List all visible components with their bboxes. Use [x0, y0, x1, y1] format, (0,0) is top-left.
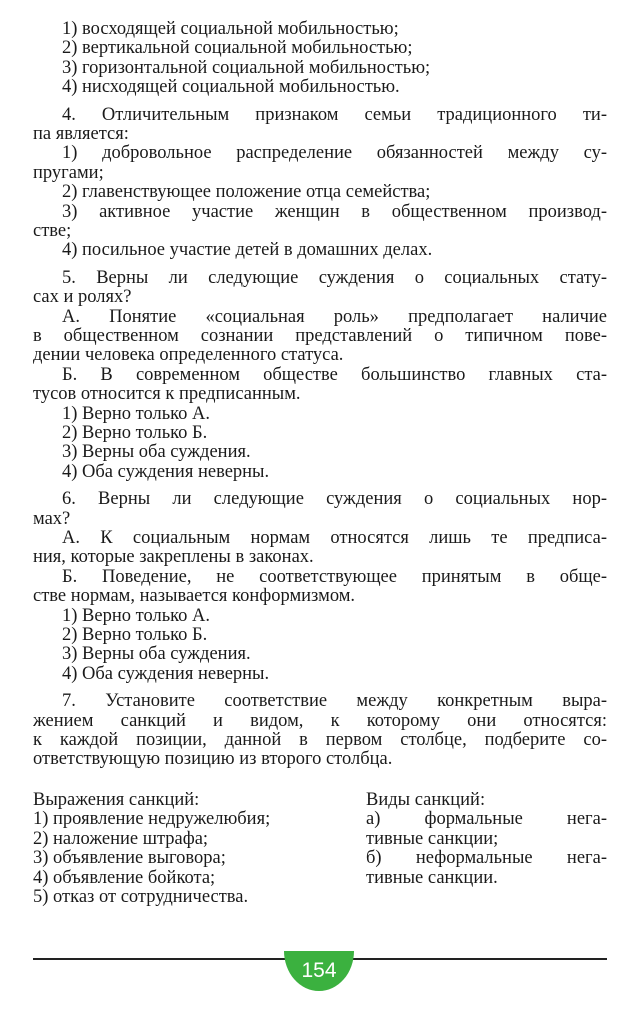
q5-stem-line-1: 5. Верны ли следующие суждения о социальных стату-	[62, 268, 607, 288]
sanction-expressions-column	[33, 791, 353, 907]
q7-stem-line-2: жением санкций и видом, к которому они относятся:	[33, 711, 607, 731]
q5-option-1: 1) Верно только А.	[62, 403, 211, 424]
right-item-a-cont: тивные санкции;	[366, 828, 499, 849]
q5-option-2: 2) Верно только Б.	[62, 423, 208, 444]
page-number-badge: 154	[284, 951, 354, 991]
q5-option-4: 4) Оба суждения неверны.	[62, 461, 270, 482]
q4-stem-line-2: па является:	[33, 124, 129, 145]
q5-statement-a-1: А. Понятие «социальная роль» предполагает наличие	[62, 307, 607, 327]
q6-option-2: 2) Верно только Б.	[62, 625, 208, 646]
left-item-4: 4) объявление бойкота;	[33, 867, 216, 888]
left-item-2: 2) наложение штрафа;	[33, 828, 209, 849]
q6-statement-b-1: Б. Поведение, не соответствующее принятым в обще-	[62, 567, 607, 587]
q5-stem-line-2: сах и ролях?	[33, 287, 132, 308]
q5-statement-b-1: Б. В современном обществе большинство главных ста-	[62, 365, 607, 385]
q3-option-3: 3) горизонтальной социальной мобильностью;	[62, 57, 431, 78]
q4-option-1: 1) добровольное распределение обязанностей между су-	[62, 144, 607, 164]
q6-statement-a-2: ния, которые закреплены в законах.	[33, 547, 314, 568]
q6-stem-line-1: 6. Верны ли следующие суждения о социальных нор-	[62, 490, 607, 510]
q6-statement-a-1: А. К социальным нормам относятся лишь те предписа-	[62, 529, 607, 549]
q4-option-3: 3) активное участие женщин в общественном производ-	[62, 202, 607, 222]
q4-option-4: 4) посильное участие детей в домашних делах.	[62, 240, 433, 261]
q6-stem-line-2: мах?	[33, 508, 71, 529]
q5-statement-a-3: дении человека определенного статуса.	[33, 345, 344, 366]
q6-option-4: 4) Оба суждения неверны.	[62, 663, 270, 684]
q5-statement-b-2: тусов относится к предписанным.	[33, 384, 301, 405]
q7-stem-line-4: ответствующую позицию из второго столбца.	[33, 749, 393, 770]
q6-option-3: 3) Верны оба суждения.	[62, 644, 251, 665]
left-column-header: Выражения санкций:	[33, 790, 200, 810]
q5-statement-a-2: в общественном сознании представлений о типичном пове-	[33, 327, 607, 347]
q6-option-1: 1) Верно только А.	[62, 605, 211, 626]
q4-option-1-cont: пругами;	[33, 162, 104, 183]
left-item-5: 5) отказ от сотрудничества.	[33, 887, 249, 908]
q5-option-3: 3) Верны оба суждения.	[62, 442, 251, 463]
q7-stem-line-3: к каждой позиции, данной в первом столбце, подберите со-	[33, 731, 607, 751]
q4-option-3-cont: стве;	[33, 221, 72, 242]
q7-stem-line-1: 7. Установите соответствие между конкретным выра-	[62, 692, 607, 712]
q3-option-1: 1) восходящей социальной мобильностью;	[62, 19, 399, 39]
q4-option-2: 2) главенствующее положение отца семейства;	[62, 182, 431, 203]
left-item-1: 1) проявление недружелюбия;	[33, 809, 271, 830]
q4-stem-line-1: 4. Отличительным признаком семьи традиционного ти-	[62, 105, 607, 125]
q3-option-2: 2) вертикальной социальной мобильностью;	[62, 38, 413, 59]
right-item-b-cont: тивные санкции.	[366, 867, 498, 888]
q3-option-4: 4) нисходящей социальной мобильностью.	[62, 77, 400, 98]
right-column-header: Виды санкций:	[366, 790, 486, 810]
right-item-a: а) формальные нега-	[366, 810, 607, 830]
q6-statement-b-2: стве нормам, называется конформизмом.	[33, 586, 356, 607]
right-item-b: б) неформальные нега-	[366, 849, 607, 869]
left-item-3: 3) объявление выговора;	[33, 848, 226, 869]
page-body	[33, 20, 607, 770]
sanction-types-column	[366, 791, 607, 888]
